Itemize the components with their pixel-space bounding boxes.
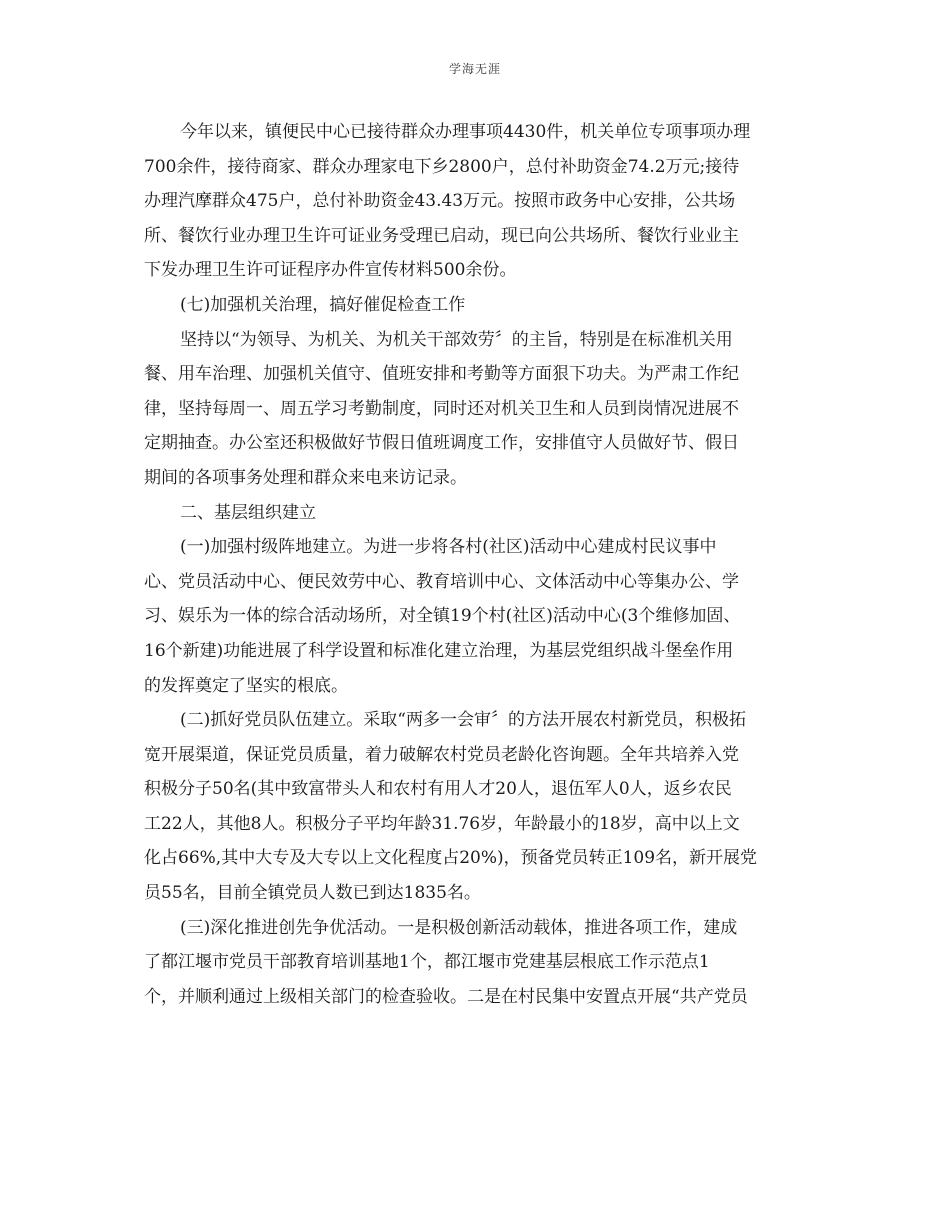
text-line: 工22人，其他8人。积极分子平均年龄31.76岁，年龄最小的18岁，高中以上文: [144, 813, 740, 834]
section-heading: (七)加强机关治理，搞好催促检查工作: [180, 294, 466, 315]
text-line: 定期抽查。办公室还积极做好节假日值班调度工作，安排值守人员做好节、假日: [144, 433, 739, 454]
text-line: 个，并顺利通过上级相关部门的检查验收。二是在村民集中安置点开展“共产党员: [144, 986, 748, 1007]
text-line: 心、党员活动中心、便民效劳中心、教育培训中心、文体活动中心等集办公、学: [144, 571, 739, 592]
text-line: 餐、用车治理、加强机关值守、值班安排和考勤等方面狠下功夫。为严肃工作纪: [144, 364, 739, 385]
paragraph: [144, 911, 804, 1015]
text-line: 坚持以“为领导、为机关、为机关干部效劳〞的主旨，特别是在标准机关用: [180, 329, 733, 350]
text-line: 了都江堰市党员干部教育培训基地1个，都江堰市党建基层根底工作示范点1: [144, 952, 710, 973]
text-line: 律，坚持每周一、周五学习考勤制度，同时还对机关卫生和人员到岗情况进展不: [144, 398, 739, 419]
paragraph: [144, 703, 804, 911]
text-line: (一)加强村级阵地建立。为进一步将各村(社区)活动中心建成村民议事中: [180, 537, 717, 558]
section-heading: 二、基层组织建立: [180, 502, 316, 523]
text-line: (三)深化推进创先争优活动。一是积极创新活动载体，推进各项工作，建成: [180, 917, 738, 938]
text-line: 宽开展渠道，保证党员质量，着力破解农村党员老龄化咨询题。全年共培养入党: [144, 744, 739, 765]
text-line: (二)抓好党员队伍建立。采取“两多一会审〞的方法开展农村新党员，积极拓: [180, 710, 746, 731]
text-line: 员55名，目前全镇党员人数已到达1835名。: [144, 883, 481, 904]
page-header: 学海无涯: [448, 62, 501, 76]
text-line: 积极分子50名(其中致富带头人和农村有用人才20人，退伍军人0人，返乡农民: [144, 779, 732, 800]
text-line: 700余件，接待商家、群众办理家电下乡2800户，总付补助资金74.2万元;接待: [144, 156, 740, 177]
text-line: 所、餐饮行业办理卫生许可证业务受理已启动，现已向公共场所、餐饮行业业主: [144, 225, 739, 246]
paragraph: [144, 323, 804, 496]
text-line: 今年以来，镇便民中心已接待群众办理事项4430件，机关单位专项事项办理: [180, 122, 751, 142]
text-line: 期间的各项事务处理和群众来电来访记录。: [144, 467, 467, 488]
text-line: 16个新建)功能进展了科学设置和标准化建立治理，为基层党组织战斗堡垒作用: [144, 640, 734, 661]
text-line: 办理汽摩群众475户，总付补助资金43.43万元。按照市政务中心安排，公共场: [144, 191, 736, 212]
document-body: [144, 115, 804, 1014]
paragraph: [144, 115, 804, 288]
paragraph: [144, 530, 804, 703]
text-line: 下发办理卫生许可证程序办件宣传材料500余份。: [144, 260, 517, 281]
text-line: 习、娱乐为一体的综合活动场所，对全镇19个村(社区)活动中心(3个维修加固、: [144, 606, 741, 627]
text-line: 化占66%,其中大专及大专以上文化程度占20%)，预备党员转正109名，新开展党: [144, 848, 758, 869]
text-line: 的发挥奠定了坚实的根底。: [144, 675, 348, 696]
